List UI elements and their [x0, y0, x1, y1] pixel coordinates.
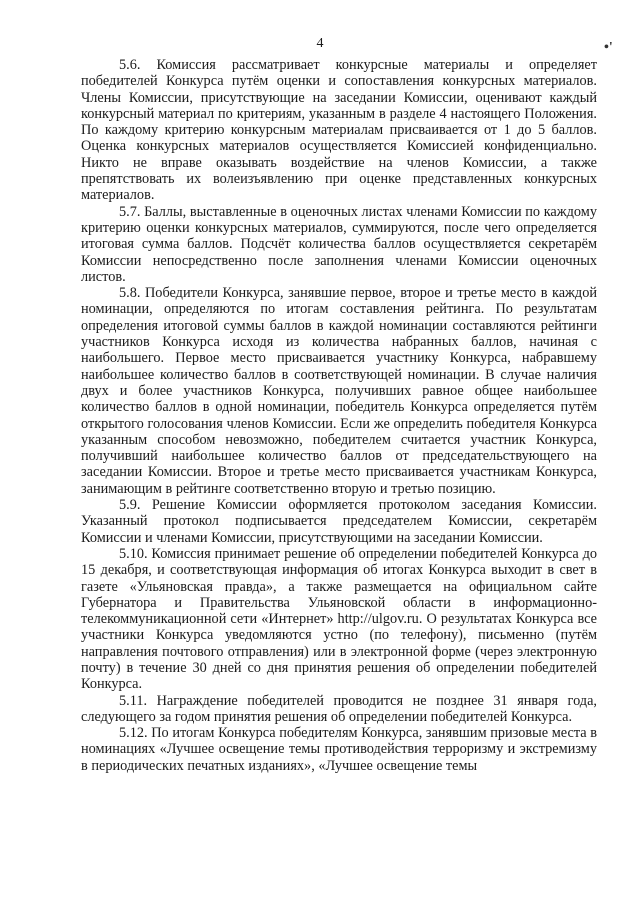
- page-number: 4: [316, 36, 324, 51]
- paragraph-5-6: 5.6. Комиссия рассматривает конкурсные материалы и определяет победителей Конкурса путём оценки и сопоставления конкурсных материалов. Члены Комиссии, присутствующие на заседании Комиссии, оценивают каждый конкурсный материал по критериям, указанным в разделе 4 настоящего Положения. По каждому критерию конкурсным материалам присваивается от 1 до 5 баллов. Оценка конкурсных материалов осуществляется Комиссией конфиденциально. Никто не вправе оказывать воздействие на членов Комиссии, а также препятствовать их волеизъявлению при оценке представленных конкурсных материалов.: [81, 57, 597, 204]
- paragraph-5-7: 5.7. Баллы, выставленные в оценочных листах членами Комиссии по каждому критерию оценки конкурсных материалов, суммируются, после чего определяется итоговая сумма баллов. Подсчёт количества баллов осуществляется секретарём Комиссии непосредственно после заполнения членами Комиссии оценочных листов.: [81, 203, 597, 285]
- document-body: [81, 57, 597, 774]
- paragraph-5-11: 5.11. Награждение победителей проводится не позднее 31 января года, следующего за годом принятия решения об определении победителей Конкурса.: [81, 692, 597, 725]
- paragraph-5-10: 5.10. Комиссия принимает решение об определении победителей Конкурса до 15 декабря, и соответствующая информация об итогах Конкурса выходит в свет в газете «Ульяновская правда», а также размещается на официальном сайте Губернатора и Правительства Ульяновской области в информационно-телекоммуникационной сети «Интернет» http://ulgov.ru. О результатах Конкурса все участники Конкурса уведомляются устно (по телефону), письменно (путём направления почтового отправления) или в электронной форме (через электронную почту) в течение 30 дней со дня принятия решения об определении победителей Конкурса.: [81, 545, 597, 693]
- paragraph-5-8: 5.8. Победители Конкурса, занявшие первое, второе и третье место в каждой номинации, определяются по итогам составления рейтинга. По результатам определения итоговой суммы баллов в каждой номинации составляются рейтинги участников Конкурса исходя из количества набранных баллов, начиная с наибольшего. Первое место присваивается участнику Конкурса, набравшему наибольшее количество баллов в соответствующей номинации. В случае наличия двух и более участников Конкурса, получивших равное общее наибольшее количество баллов в одной номинации, победитель Конкурса определяется путём открытого голосования членов Комиссии. Если же определить победителя Конкурса указанным способом невозможно, победителем считается участник Конкурса, получивший наибольшее количество баллов от председательствующего на заседании Комиссии. Второе и третье место присваивается участникам Конкурса, занимающим в рейтинге соответственно вторую и третью позицию.: [81, 285, 597, 497]
- paragraph-5-9: 5.9. Решение Комиссии оформляется протоколом заседания Комиссии. Указанный протокол подписывается председателем Комиссии, секретарём Комиссии и членами Комиссии, присутствующими на заседании Комиссии.: [81, 497, 597, 546]
- scan-edge-mark: •': [604, 40, 613, 55]
- paragraph-5-12: 5.12. По итогам Конкурса победителям Конкурса, занявшим призовые места в номинациях «Лучшее освещение темы противодействия терроризму и экстремизму в периодических печатных изданиях», «Лучшее освещение темы: [81, 725, 597, 774]
